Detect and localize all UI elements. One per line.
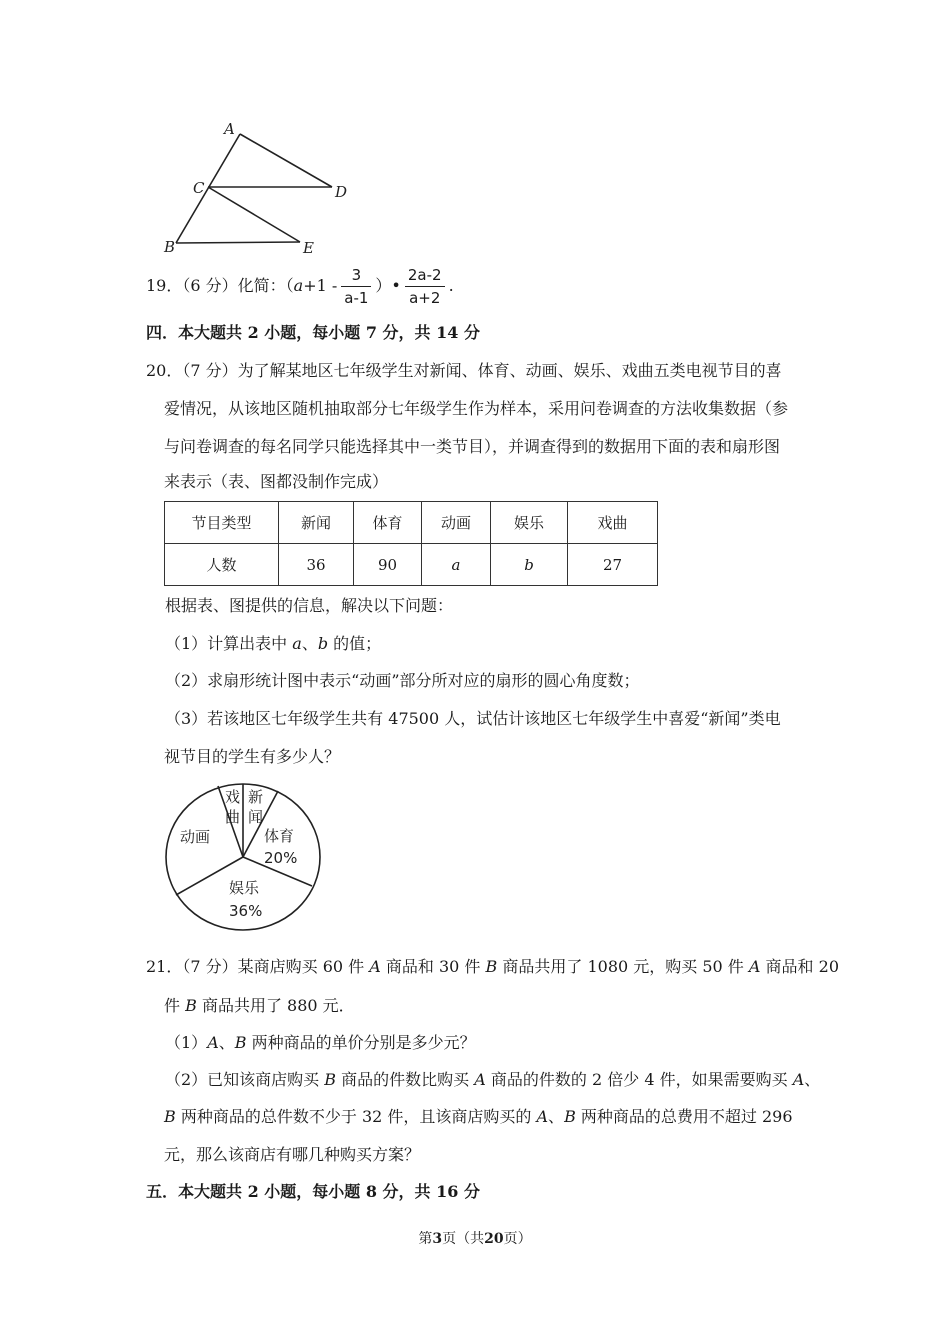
q20-intro: 根据表、图提供的信息，解决以下问题： [165, 596, 454, 615]
q21-l2-a: 件 [164, 996, 186, 1015]
q21-l1-g: 商品和 20 [760, 957, 840, 976]
pie-label-tiyu-pct: 20% [264, 849, 298, 867]
pie-label-tiyu: 体育 [264, 827, 295, 845]
pie-label-yule-pct: 36% [229, 902, 263, 920]
vertex-label-e: E [303, 239, 314, 257]
table-header-cell: 戏曲 [568, 502, 658, 544]
q19-end: . [448, 276, 454, 295]
q21-part-2-line-3: 元，那么该商店有哪几种购买方案？ [164, 1145, 421, 1164]
q20-line-3: 与问卷调查的每名同学只能选择其中一类节目），并调查得到的数据用下面的表和扇形图 [164, 437, 781, 456]
table-header-cell: 动画 [422, 502, 491, 544]
pie-label-yule: 娱乐 [229, 879, 260, 897]
table-header-cell: 娱乐 [491, 502, 568, 544]
q20-part1-a: a [292, 634, 302, 653]
q20-part1-text: （1）计算出表中 [165, 634, 293, 653]
table-cell: b [491, 544, 568, 586]
q20-part1-end: 的值； [328, 634, 382, 653]
q21-p2-a: （2）已知该商店购买 [165, 1070, 325, 1089]
q21-l2-c: 商品共用了 880 元． [196, 996, 355, 1015]
table-row [165, 544, 658, 586]
q21-p2-g: 、 [804, 1070, 821, 1089]
q21-l2-b: B [185, 996, 197, 1015]
q19-frac2-num: 2a-2 [405, 266, 445, 287]
q21-p2-f: A [792, 1070, 805, 1089]
q21-line-2 [164, 996, 355, 1016]
q20-part-3-line-1: （3）若该地区七年级学生共有 47500 人，试估计该地区七年级学生中喜爱“新闻”类电 [165, 709, 781, 728]
q19-var-a: a [293, 276, 304, 295]
q21-p1-b: A [207, 1033, 219, 1052]
table-cell: 人数 [165, 544, 279, 586]
q19-plus-one: +1 - [303, 276, 338, 295]
footer-mid: 页（共 [442, 1231, 485, 1247]
table-header-cell: 新闻 [279, 502, 354, 544]
q20-line-2: 爱情况，从该地区随机抽取部分七年级学生作为样本，采用问卷调查的方法收集数据（参 [164, 399, 789, 418]
table-cell: 36 [279, 544, 354, 586]
table-header-cell: 体育 [354, 502, 422, 544]
pie-chart [160, 783, 330, 933]
vertex-label-a: A [224, 120, 235, 138]
q21-p3-f: 两种商品的总费用不超过 296 [575, 1107, 793, 1126]
q21-l1-f: A [748, 957, 761, 976]
page-footer [0, 1228, 950, 1248]
q21-l1-e: 商品共用了 1080 元，购买 50 件 [497, 957, 749, 976]
footer-pre: 第 [418, 1231, 433, 1247]
table-header-cell: 节目类型 [165, 502, 279, 544]
q20-table [164, 501, 658, 586]
table-cell: 27 [568, 544, 658, 586]
q21-p3-c: A [536, 1107, 549, 1126]
q21-part-2-line-1 [165, 1070, 820, 1090]
pie-label-donghua: 动画 [180, 828, 211, 846]
q21-p1-e: 两种商品的单价分别是多少元？ [246, 1033, 476, 1052]
q20-line-1: 20．（7 分）为了解某地区七年级学生对新闻、体育、动画、娱乐、戏曲五类电视节目的喜 [146, 361, 782, 380]
q21-part-2-line-2 [164, 1107, 793, 1127]
q19-frac1-num: 3 [341, 266, 371, 287]
table-cell: a [422, 544, 491, 586]
vertex-label-d: D [335, 183, 348, 201]
question-19 [146, 266, 454, 307]
q20-part1-b: b [317, 634, 329, 653]
q19-frac2-den: a+2 [409, 289, 441, 307]
q21-p1-a: （1） [165, 1033, 208, 1052]
q21-l1-d: B [485, 957, 498, 976]
q21-p1-c: 、 [218, 1033, 235, 1052]
q21-line-1 [146, 957, 839, 977]
vertex-label-c: C [193, 179, 205, 197]
q21-p2-d: A [474, 1070, 486, 1089]
q19-frac1-den: a-1 [344, 289, 369, 307]
triangle-figure [160, 120, 360, 260]
q19-close: ）• [375, 276, 401, 295]
q21-p3-b: 两种商品的总件数不少于 32 件，且该商店购买的 [175, 1107, 537, 1126]
q20-part-2: （2）求扇形统计图中表示“动画”部分所对应的扇形的圆心角度数； [165, 671, 640, 690]
pie-label-xinwen-1: 新 [248, 788, 264, 806]
footer-total-pages: 20 [484, 1231, 504, 1247]
q21-l1-c: 商品和 30 件 [380, 957, 486, 976]
vertex-label-b: B [164, 238, 176, 256]
q21-p3-e: B [564, 1107, 576, 1126]
q19-prefix: 19．（6 分）化简：（ [146, 276, 294, 295]
q21-p3-d: 、 [548, 1107, 565, 1126]
section-4-heading: 四．本大题共 2 小题，每小题 7 分，共 14 分 [146, 323, 480, 342]
q21-p2-c: 商品的件数比购买 [336, 1070, 475, 1089]
q21-p1-d: B [234, 1033, 247, 1052]
q20-part-3-line-2: 视节目的学生有多少人？ [164, 747, 341, 766]
pie-label-xiqu-1: 戏 [225, 788, 241, 806]
pie-label-xiqu-2: 曲 [225, 808, 241, 826]
table-header-row [165, 502, 658, 544]
q20-part1-sep: 、 [301, 634, 318, 653]
q19-fraction-2 [405, 266, 445, 307]
q21-p3-a: B [164, 1107, 176, 1126]
q21-l1-b: A [369, 957, 381, 976]
q21-l1-a: 21．（7 分）某商店购买 60 件 [146, 957, 370, 976]
q20-part-1 [165, 634, 381, 654]
q21-p2-e: 商品的件数的 2 倍少 4 件，如果需要购买 [485, 1070, 793, 1089]
footer-page-number: 3 [432, 1231, 443, 1247]
table-cell: 90 [354, 544, 422, 586]
q19-fraction-1 [341, 266, 371, 307]
footer-post: 页） [503, 1231, 532, 1247]
section-5-heading: 五．本大题共 2 小题，每小题 8 分，共 16 分 [146, 1182, 480, 1201]
pie-label-xinwen-2: 闻 [248, 808, 264, 826]
q21-part-1 [165, 1033, 476, 1053]
q20-line-4: 来表示（表、图都没制作完成） [164, 472, 389, 491]
q21-p2-b: B [324, 1070, 337, 1089]
